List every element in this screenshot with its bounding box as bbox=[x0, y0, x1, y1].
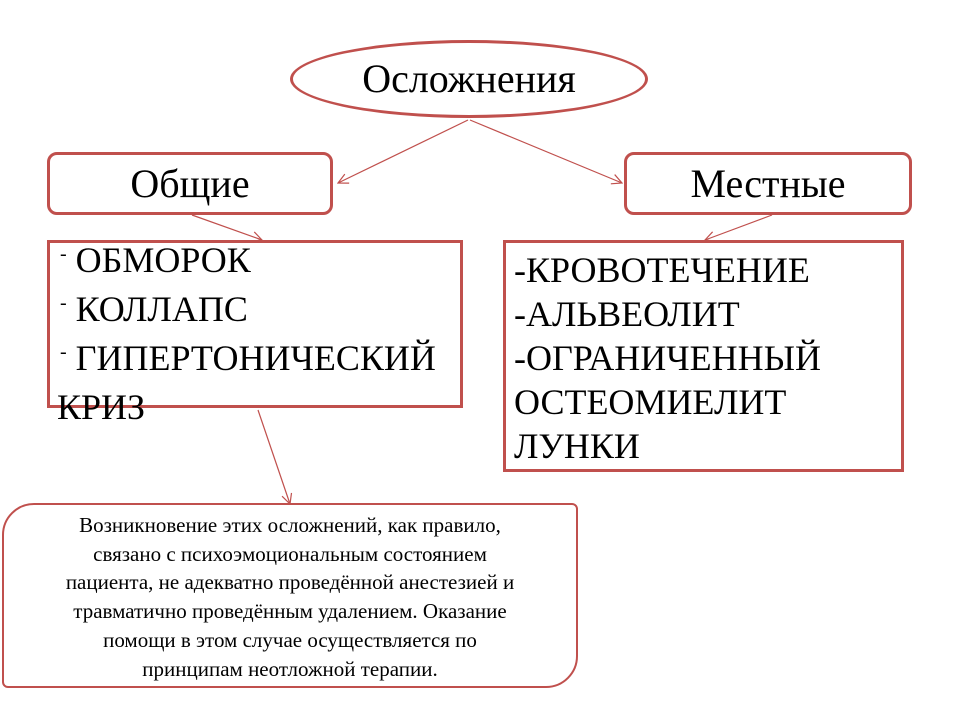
note-line: принципам неотложной терапии. bbox=[142, 656, 438, 681]
branch-node-local bbox=[624, 152, 912, 215]
branch-node-general-label: Общие bbox=[130, 160, 250, 206]
root-node-label: Осложнения bbox=[362, 56, 576, 101]
branch-node-local-label: Местные bbox=[690, 160, 846, 206]
note-line: травматично проведённым удалением. Оказание bbox=[73, 599, 507, 624]
bullet-marker: - bbox=[60, 243, 67, 265]
bullet-marker: - bbox=[60, 292, 67, 314]
general-complications-list bbox=[47, 240, 463, 427]
connector-arrow-general-to-list bbox=[192, 215, 262, 240]
list-item: -ОГРАНИЧЕННЫЙ ОСТЕОМИЕЛИТ ЛУНКИ bbox=[514, 338, 821, 466]
note-line: связано с психоэмоциональным состоянием bbox=[93, 541, 487, 566]
bullet-marker: - bbox=[60, 341, 67, 363]
note-line: Возникновение этих осложнений, как правило, bbox=[79, 513, 501, 537]
list-item-text: КОЛЛАПС bbox=[75, 289, 248, 329]
explanation-note bbox=[2, 503, 578, 688]
connector-arrow-root-to-general bbox=[338, 120, 468, 183]
list-item bbox=[57, 337, 457, 429]
local-complications-list bbox=[503, 240, 904, 472]
list-item bbox=[57, 239, 457, 288]
list-item: -КРОВОТЕЧЕНИЕ bbox=[514, 250, 810, 290]
note-line: помощи в этом случае осуществляется по bbox=[103, 627, 477, 652]
list-item bbox=[57, 288, 457, 337]
list-item-text: ГИПЕРТОНИЧЕСКИЙ КРИЗ bbox=[57, 338, 436, 427]
connector-arrow-root-to-local bbox=[470, 120, 622, 183]
connector-arrow-local-to-list bbox=[705, 215, 772, 240]
list-item: -АЛЬВЕОЛИТ bbox=[514, 294, 740, 334]
root-node bbox=[290, 40, 648, 118]
branch-node-general bbox=[47, 152, 333, 215]
list-item-text: ОБМОРОК bbox=[75, 240, 251, 280]
note-line: пациента, не адекватно проведённой анестезией и bbox=[65, 570, 515, 595]
